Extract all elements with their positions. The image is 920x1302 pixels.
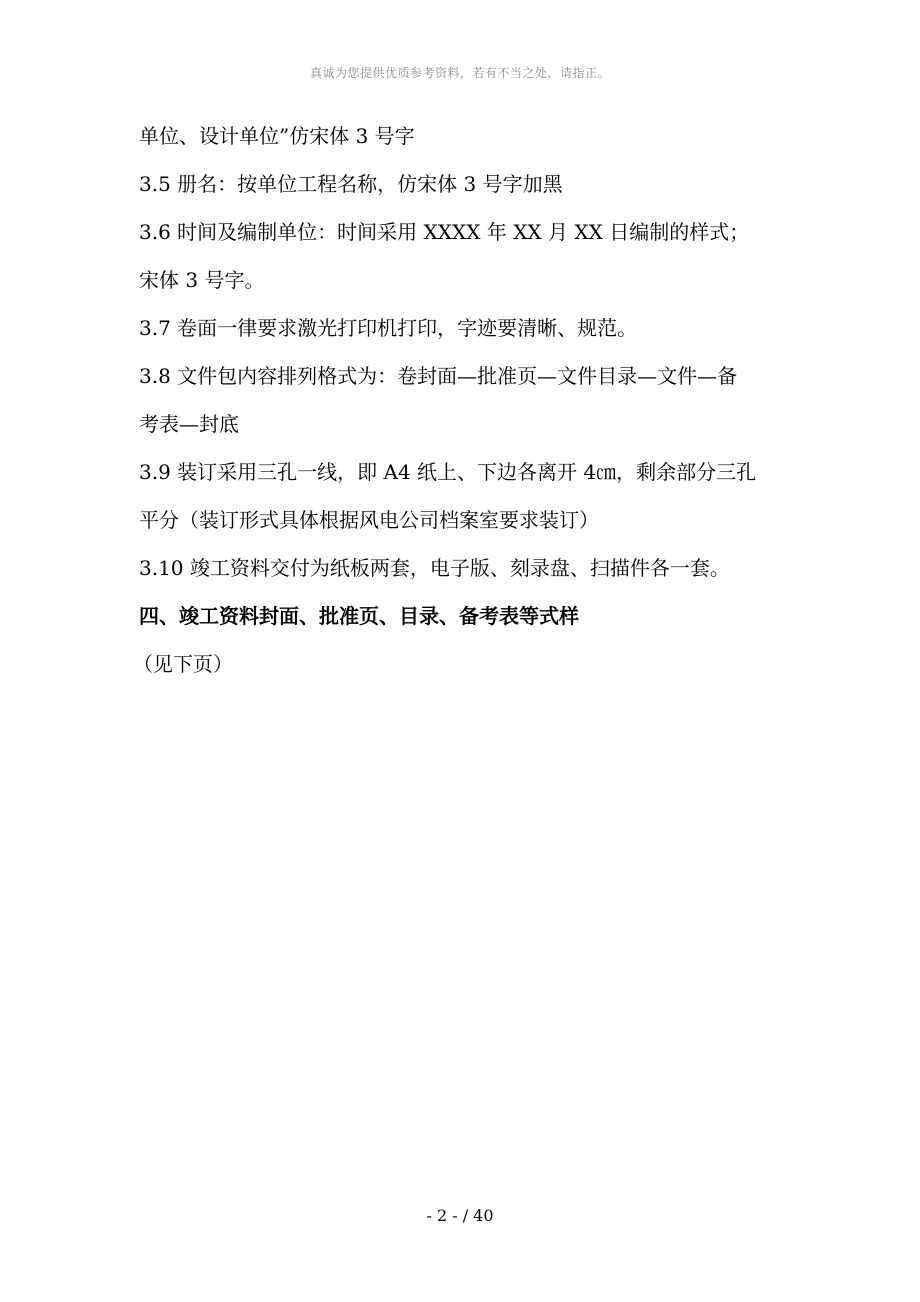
- body-line-3-8-cont: 考表—封底: [139, 412, 239, 436]
- body-line-3-10: 3.10 竣工资料交付为纸板两套，电子版、刻录盘、扫描件各一套。: [139, 556, 730, 580]
- body-line-3-7: 3.7 卷面一律要求激光打印机打印，字迹要清晰、规范。: [139, 316, 638, 340]
- body-line-3-6: 3.6 时间及编制单位：时间采用 XXXX 年 XX 月 XX 日编制的样式；: [139, 220, 750, 244]
- body-line-3-9: 3.9 装订采用三孔一线，即 A4 纸上、下边各离开 4㎝，剩余部分三孔: [139, 460, 757, 484]
- body-line-1: 单位、设计单位”仿宋体 3 号字: [139, 124, 415, 148]
- body-line-3-8: 3.8 文件包内容排列格式为：卷封面—批准页—文件目录—文件—备: [139, 364, 738, 388]
- header-note: 真诚为您提供优质参考资料，若有不当之处，请指正。: [309, 66, 610, 80]
- body-line-3-9-cont: 平分（装订形式具体根据风电公司档案室要求装订）: [139, 508, 599, 532]
- body-line-3-6-cont: 宋体 3 号字。: [139, 268, 265, 292]
- section-heading: 四、竣工资料封面、批准页、目录、备考表等式样: [139, 604, 579, 628]
- see-next-page-note: （见下页）: [133, 652, 233, 676]
- body-line-3-5: 3.5 册名：按单位工程名称，仿宋体 3 号字加黑: [139, 172, 563, 196]
- page-number: - 2 - / 40: [426, 1206, 494, 1225]
- body-text: [133, 112, 789, 688]
